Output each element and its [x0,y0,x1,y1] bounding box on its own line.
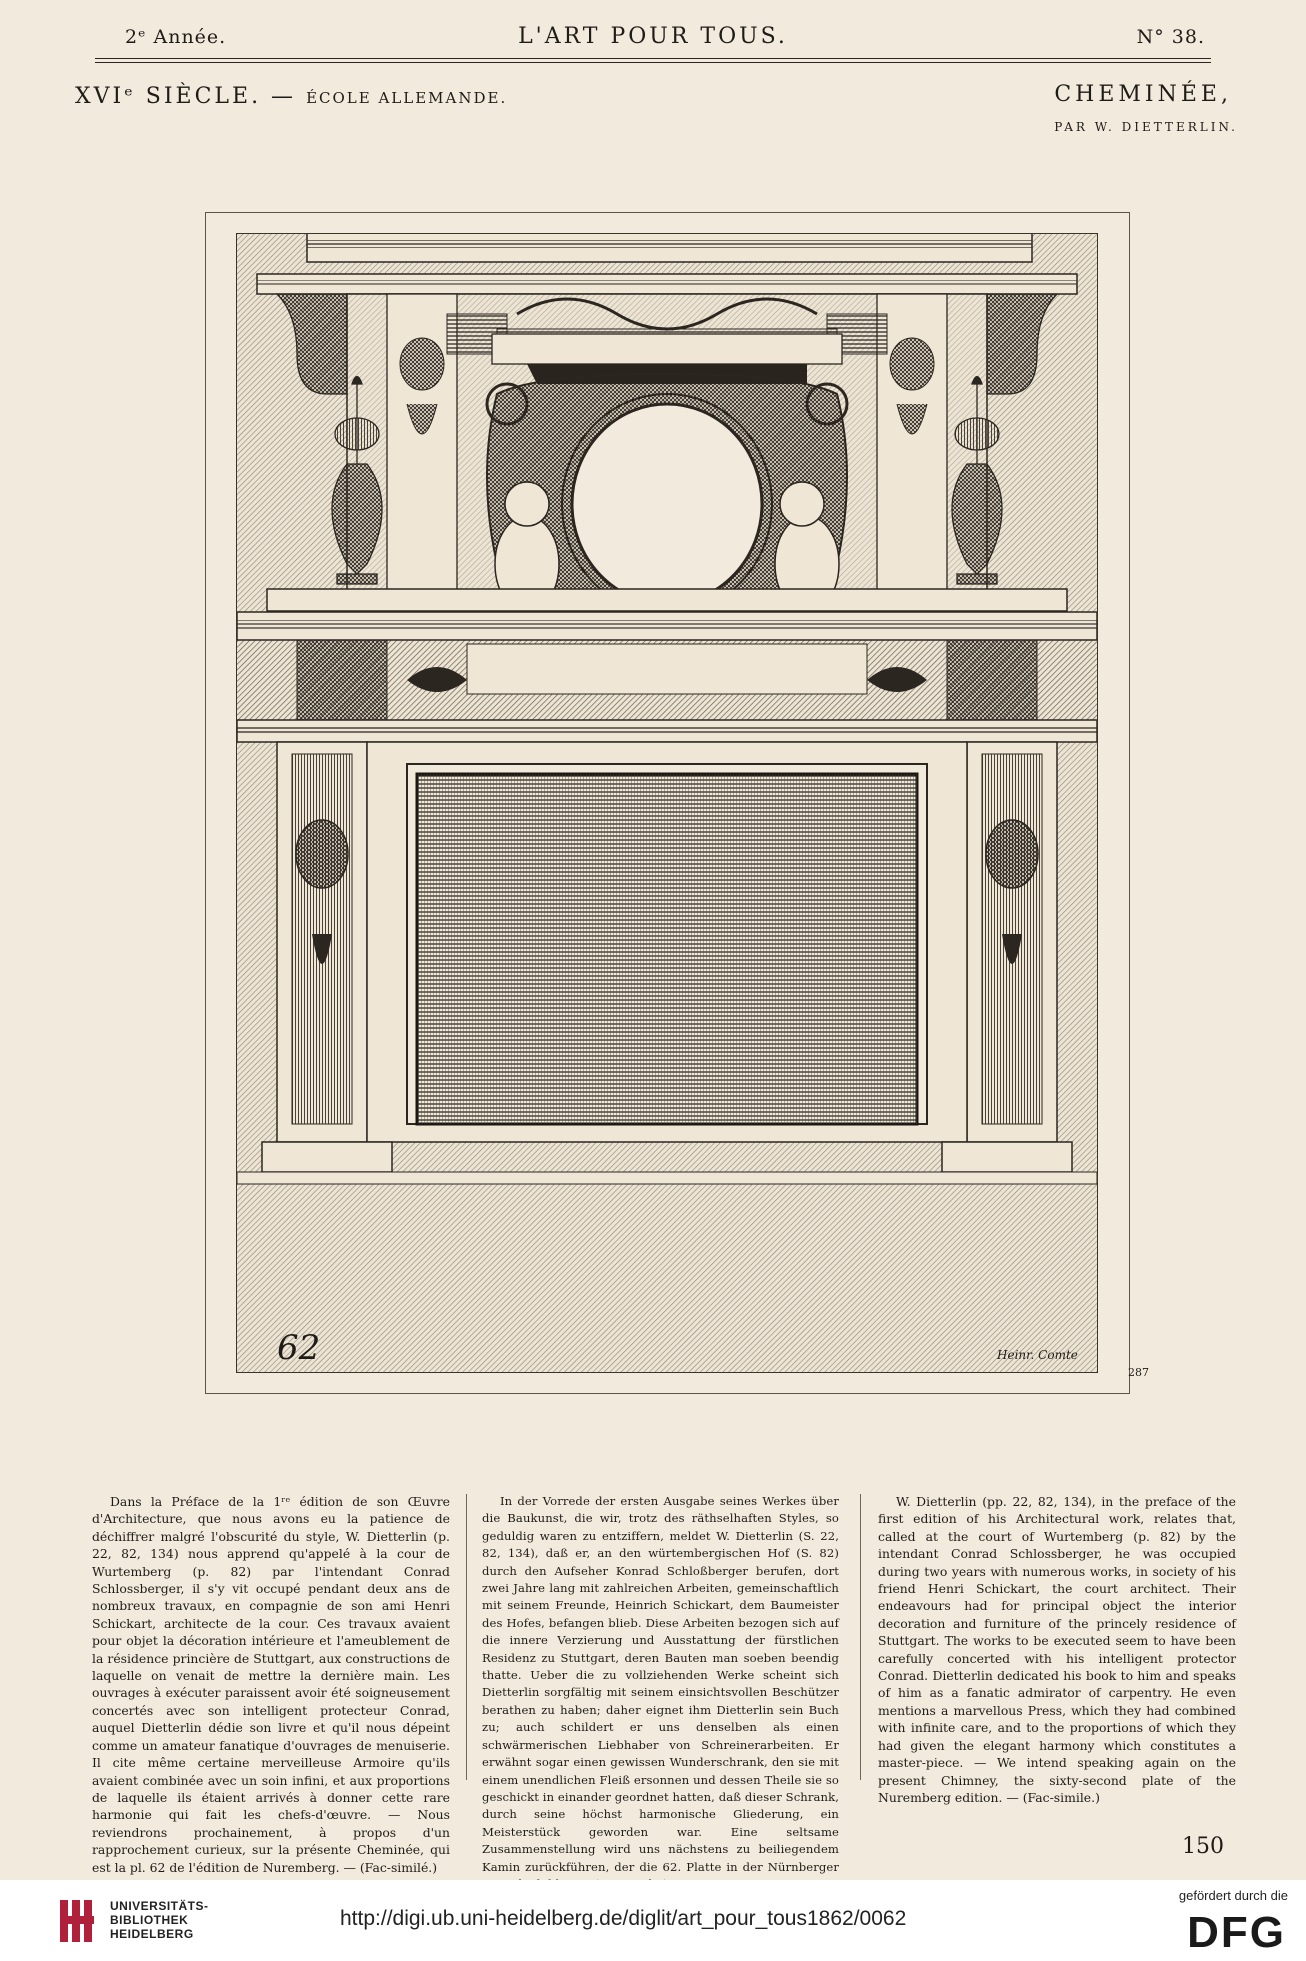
plate-title: CHEMINÉE, [1054,82,1232,107]
english-text-column [878,1493,1236,1806]
plate-number: 287 [1128,1366,1149,1379]
german-paragraph: In der Vorrede der ersten Ausgabe seines Werkes über die Baukunst, die wir, trotz des räthselhaften Styles, so geduldig waren zu entziffern, meldet W. Dietterlin (S. 22, 82, 134), daß er, an den würtembergischen Hof (S. 82) durch den Aufseher Konrad Schloßberger berufen, dort zwei Jahre lang mit zahlreichen Arbeiten, gemeinschaftlich mit seinem Freunde, Heinrich Schickart, dem Baumeister des Hofes, befangen blieb. Diese Arbeiten bezogen sich auf die innere Verzierung und Ausstattung der fürstlichen Residenz zu Stuttgart, deren Bauten man soeben beendig thatte. Ueber die zu vollziehenden Werke scheint sich Dietterlin sorgfältig mit seinem einsichtsvollen Beschützer berathen zu haben; daher eignet ihm Dietterlin sein Buch zu; auch schildert er uns denselben als einen schwärmerischen Liebhaber von Schreinerarbeiten. Er erwähnt sogar einen gewissen Wunderschrank, den sie mit einem unendlichen Fleiß ersonnen und dessen Theile sie so geschickt in einander geordnet hatten, daß dieser Schrank, durch seine höchst harmonische Gliederung, ein Meisterstück geworden war. Eine seltsame Zusammenstellung wird uns nächstens zu beiliegendem Kamin zurückführen, der die 62. Platte in der Nürnberger [482,1494,839,1874]
chimney-illustration [237,234,1097,1372]
funding-note: gefördert durch die [1178,1888,1288,1903]
dfg-logo: DFG [1187,1908,1286,1957]
header-journal-title: L'ART POUR TOUS. [518,24,788,49]
page-number: 150 [1182,1834,1224,1859]
section-heading [75,84,507,109]
handwritten-plate-number: 62 [277,1328,321,1368]
column-separator [860,1494,861,1780]
chimney-engraving [236,233,1098,1373]
header-issue-number: N° 38. [1136,26,1205,48]
german-text-column [482,1493,839,1893]
school-label: ÉCOLE ALLEMANDE. [306,89,508,107]
running-header [95,22,1211,58]
source-url-link[interactable]: http://digi.ub.uni-heidelberg.de/diglit/art_pour_tous1862/0062 [340,1907,907,1930]
century-label: XVIᵉ SIÈCLE. — [75,84,297,109]
engraver-signature: Heinr. Comte [997,1348,1078,1362]
plate-author: PAR W. DIETTERLIN. [1054,120,1238,134]
column-separator [466,1494,467,1780]
library-name: UNIVERSITÄTS- BIBLIOTHEK HEIDELBERG [110,1899,209,1941]
french-text-column [92,1493,450,1876]
header-year: 2ᵉ Année. [125,26,227,48]
english-paragraph: W. Dietterlin (pp. 22, 82, 134), in the preface of the first edition of his Architectural work, relates that, called at the court of Wurtemberg (p. 82) by the intendant Conrad Schlossberger, he was occupied during two years with numerous works, in society of his friend Henri Schickart, the court architect. Their endeavours had for principal object the interior decoration and furniture of the princely residence of Stuttgart. The works to be executed seem to have been carefully concerted with his intelligent protector Conrad. Dietterlin dedicated his book to him and speaks of him as a fanatic admirator of carpentry. He even mentions a marvellous Press, which they had combined with infinite care, and to the proportions of which they had given the elegant harmony which constitutes a master-piece. — We intend speaking again on the present Chimney, the sixty-second plate of the Nuremberg edition. — (Fac-simile.) [878,1494,1236,1805]
university-library-logo-icon [58,1896,102,1946]
digitization-footer [0,1880,1306,1961]
header-rule-double [95,62,1211,63]
header-rule [95,58,1211,59]
french-paragraph: Dans la Préface de la 1ʳᵉ édition de son Œuvre d'Architecture, que nous avons eu la patience de déchiffrer malgré l'obscurité du style, W. Dietterlin (p. 22, 82, 134) nous apprend qu'appelé à la cour de Wurtemberg (p. 82) par l'intendant Conrad Schlossberger, il s'y vit occupé pendant deux ans de nombreux travaux, en compagnie de son ami Henri Schickart, architecte de la cour. Ces travaux avaient pour objet la décoration intérieure et l'ameublement de la résidence princière de Stuttgart, aux constructions de laquelle on venait de mettre la dernière main. Les ouvrages à exécuter paraissent avoir été soigneusement concertés avec son intelligent protecteur Conrad, auquel Dietterlin dédie son livre et qu'il nous dépeint comme un amateur fanatique d'ouvrages de menuiserie. Il cite même certaine merveilleuse Armoire qu'ils avaient combinée avec un soin infini, et aux proportions de laquelle ils étaient arrivés à donner cette rare harmonie qui fait les chefs-d'œuvre. — Nous reviendrons prochainement, à propos d'un rapprochement curieux, sur la présente Cheminée, qui est la pl. 62 de l'édition de Nuremberg. — (Fac-similé.) [92,1494,450,1875]
